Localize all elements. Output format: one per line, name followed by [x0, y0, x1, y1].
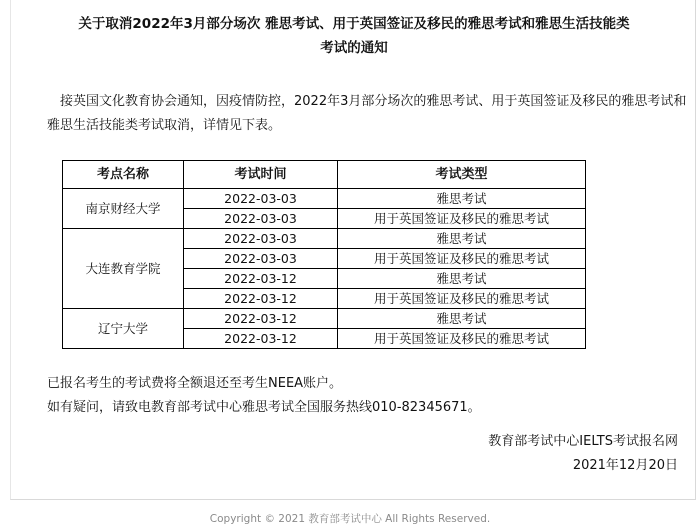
refund-note: 已报名考生的考试费将全额退还至考生NEEA账户。 [47, 376, 343, 391]
table-row [63, 309, 586, 329]
date-cell: 2022-03-12 [184, 269, 338, 289]
page-footer [0, 511, 700, 527]
date-cell: 2022-03-12 [184, 309, 338, 329]
date-cell: 2022-03-03 [184, 229, 338, 249]
type-cell: 用于英国签证及移民的雅思考试 [338, 249, 586, 269]
type-cell: 用于英国签证及移民的雅思考试 [338, 289, 586, 309]
notice-title [11, 12, 697, 60]
type-cell: 雅思考试 [338, 269, 586, 289]
header-date: 考试时间 [184, 161, 338, 189]
date-cell: 2022-03-12 [184, 329, 338, 349]
date-cell: 2022-03-03 [184, 209, 338, 229]
type-cell: 雅思考试 [338, 309, 586, 329]
venue-cell: 辽宁大学 [63, 309, 184, 349]
notice-signature [488, 430, 678, 478]
venue-cell: 南京财经大学 [63, 189, 184, 229]
notice-notes [47, 372, 481, 420]
venue-cell: 大连教育学院 [63, 229, 184, 309]
date-cell: 2022-03-12 [184, 289, 338, 309]
signature-organization: 教育部考试中心IELTS考试报名网 [488, 434, 678, 449]
copyright-text: Copyright © 2021 教育部考试中心 All Rights Reserved. [209, 513, 491, 525]
type-cell: 雅思考试 [338, 229, 586, 249]
table-row [63, 189, 586, 209]
header-type: 考试类型 [338, 161, 586, 189]
type-cell: 用于英国签证及移民的雅思考试 [338, 209, 586, 229]
table-row [63, 229, 586, 249]
contact-note: 如有疑问，请致电教育部考试中心雅思考试全国服务热线010-82345671。 [47, 400, 481, 415]
type-cell: 用于英国签证及移民的雅思考试 [338, 329, 586, 349]
table-header-row [63, 161, 586, 189]
notice-intro: 接英国文化教育协会通知，因疫情防控，2022年3月部分场次的雅思考试、用于英国签证及移民的雅思考试和雅思生活技能类考试取消，详情见下表。 [47, 94, 687, 133]
notice-card [10, 0, 696, 500]
signature-date: 2021年12月20日 [572, 458, 678, 473]
date-cell: 2022-03-03 [184, 249, 338, 269]
notice-title-line2: 考试的通知 [320, 40, 388, 56]
type-cell: 雅思考试 [338, 189, 586, 209]
notice-title-line1: 关于取消2022年3月部分场次 雅思考试、用于英国签证及移民的雅思考试和雅思生活技能类 [78, 16, 630, 32]
cancelled-exams-table [62, 160, 586, 349]
header-venue: 考点名称 [63, 161, 184, 189]
date-cell: 2022-03-03 [184, 189, 338, 209]
